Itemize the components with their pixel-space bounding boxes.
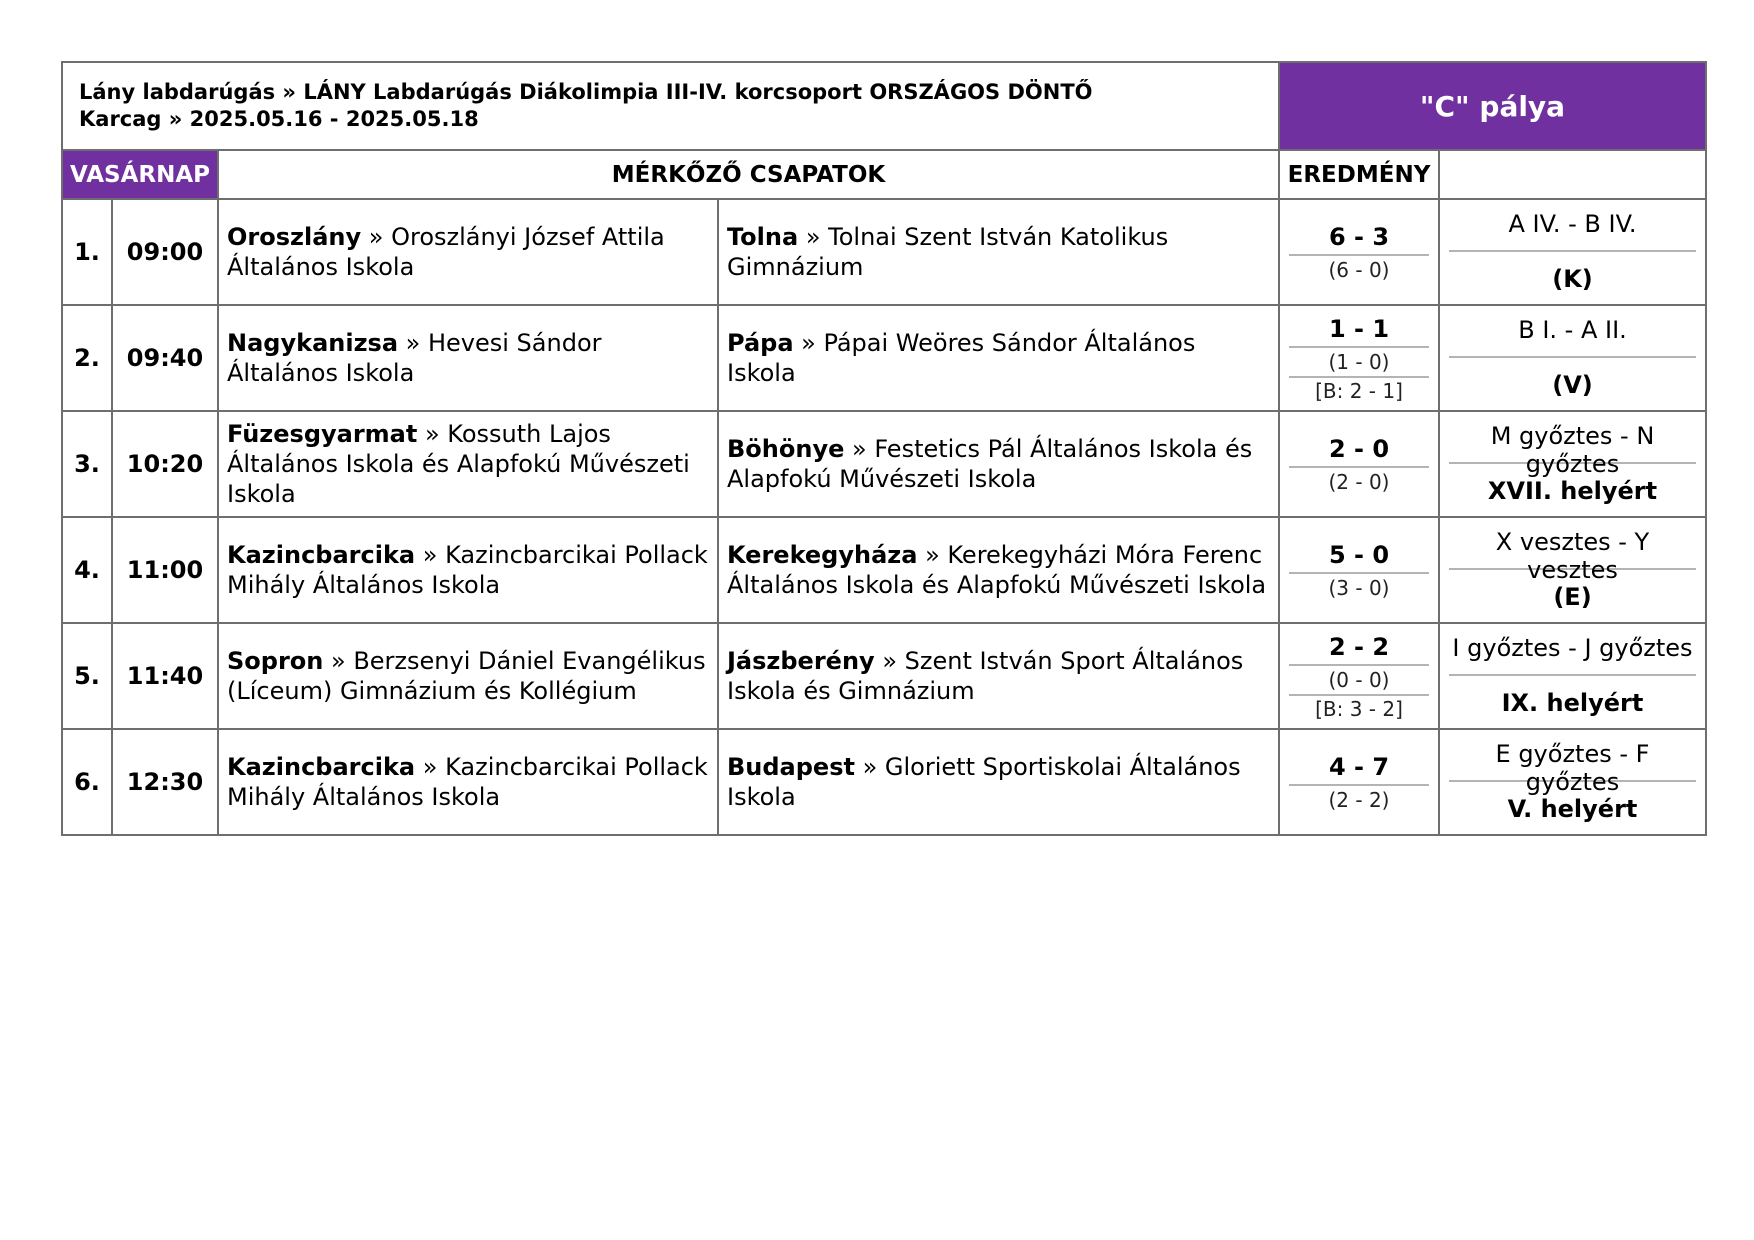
info-column-header [1439, 150, 1706, 199]
match-time: 12:30 [112, 729, 218, 835]
match-label: (K) [1552, 265, 1593, 293]
pairing: M győztes - N győztes [1449, 412, 1696, 464]
match-info [1439, 729, 1706, 835]
match-time: 11:00 [112, 517, 218, 623]
match-label: XVII. helyért [1487, 477, 1658, 505]
match-row [62, 729, 1706, 835]
match-number: 3. [62, 411, 112, 517]
away-team-school: » Kerekegyházi Móra Ferenc Általános Iskola és Alapfokú Művészeti Iskola [727, 541, 1267, 599]
result-cell [1279, 517, 1439, 623]
away-team-city: Budapest [727, 753, 855, 781]
away-team [718, 517, 1279, 623]
match-number: 5. [62, 623, 112, 729]
home-team-city: Füzesgyarmat [227, 420, 418, 448]
match-number: 2. [62, 305, 112, 411]
match-info [1439, 199, 1706, 305]
home-team [218, 305, 718, 411]
home-team [218, 729, 718, 835]
halftime-score: (1 - 0) [1328, 350, 1390, 374]
home-team-city: Nagykanizsa [227, 329, 399, 357]
event-location-dates: Karcag » 2025.05.16 - 2025.05.18 [79, 107, 479, 131]
home-team-school: » Kazincbarcikai Pollack Mihály Általános Iskola [227, 753, 708, 811]
away-team-city: Jászberény [727, 647, 875, 675]
match-time: 11:40 [112, 623, 218, 729]
final-score: 5 - 0 [1289, 538, 1429, 574]
match-time: 09:40 [112, 305, 218, 411]
match-label: (V) [1552, 371, 1593, 399]
home-team-city: Kazincbarcika [227, 753, 416, 781]
match-number: 4. [62, 517, 112, 623]
match-label: (E) [1553, 583, 1592, 611]
away-team-city: Kerekegyháza [727, 541, 918, 569]
match-row [62, 305, 1706, 411]
final-score: 2 - 0 [1289, 432, 1429, 468]
match-row [62, 623, 1706, 729]
away-team [718, 411, 1279, 517]
pairing: B I. - A II. [1449, 306, 1696, 358]
home-team-city: Sopron [227, 647, 324, 675]
match-info [1439, 305, 1706, 411]
day-label: VASÁRNAP [62, 150, 218, 199]
match-number: 6. [62, 729, 112, 835]
penalty-score: [B: 2 - 1] [1289, 376, 1429, 404]
penalty-score: [B: 3 - 2] [1289, 694, 1429, 722]
away-team [718, 199, 1279, 305]
pairing: I győztes - J győztes [1449, 624, 1696, 676]
match-row [62, 199, 1706, 305]
match-label: IX. helyért [1501, 689, 1644, 717]
pairing: E győztes - F győztes [1449, 730, 1696, 782]
final-score: 4 - 7 [1289, 750, 1429, 786]
home-team-city: Kazincbarcika [227, 541, 416, 569]
match-row [62, 517, 1706, 623]
home-team [218, 199, 718, 305]
match-info [1439, 623, 1706, 729]
match-time: 09:00 [112, 199, 218, 305]
match-time: 10:20 [112, 411, 218, 517]
result-cell [1279, 199, 1439, 305]
home-team-school: » Hevesi Sándor Általános Iskola [227, 329, 602, 387]
away-team [718, 305, 1279, 411]
final-score: 6 - 3 [1289, 220, 1429, 256]
away-team-city: Böhönye [727, 435, 845, 463]
match-number: 1. [62, 199, 112, 305]
home-team [218, 517, 718, 623]
away-team-school: » Pápai Weöres Sándor Általános Iskola [727, 329, 1196, 387]
home-team-city: Oroszlány [227, 223, 362, 251]
final-score: 1 - 1 [1289, 312, 1429, 348]
pairing: X vesztes - Y vesztes [1449, 518, 1696, 570]
final-score: 2 - 2 [1289, 630, 1429, 666]
halftime-score: (2 - 0) [1328, 470, 1390, 494]
away-team [718, 623, 1279, 729]
result-cell [1279, 305, 1439, 411]
match-info [1439, 517, 1706, 623]
halftime-score: (3 - 0) [1328, 576, 1390, 600]
match-info [1439, 411, 1706, 517]
result-column-header: EREDMÉNY [1279, 150, 1439, 199]
result-cell [1279, 623, 1439, 729]
match-label: V. helyért [1507, 795, 1638, 823]
away-team-school: » Tolnai Szent István Katolikus Gimnázium [727, 223, 1169, 281]
away-team [718, 729, 1279, 835]
home-team-school: » Kazincbarcikai Pollack Mihály Általános Iskola [227, 541, 708, 599]
away-team-school: » Festetics Pál Általános Iskola és Alapfokú Művészeti Iskola [727, 435, 1253, 493]
home-team-school: » Kossuth Lajos Általános Iskola és Alapfokú Művészeti Iskola [227, 420, 690, 508]
court-name: "C" pálya [1279, 62, 1706, 150]
halftime-score: (2 - 2) [1328, 788, 1390, 812]
match-row [62, 411, 1706, 517]
away-team-city: Pápa [727, 329, 794, 357]
home-team-school: » Berzsenyi Dániel Evangélikus (Líceum) Gimnázium és Kollégium [227, 647, 706, 705]
result-cell [1279, 411, 1439, 517]
home-team [218, 623, 718, 729]
halftime-score: (6 - 0) [1328, 258, 1390, 282]
pairing: A IV. - B IV. [1449, 200, 1696, 252]
event-title: Lány labdarúgás » LÁNY Labdarúgás Diákolimpia III-IV. korcsoport ORSZÁGOS DÖNTŐ [79, 80, 1093, 104]
away-team-city: Tolna [727, 223, 799, 251]
away-team-school: » Gloriett Sportiskolai Általános Iskola [727, 753, 1241, 811]
home-team-school: » Oroszlányi József Attila Általános Iskola [227, 223, 665, 281]
schedule-table [61, 61, 1707, 836]
home-team [218, 411, 718, 517]
event-header [62, 62, 1279, 150]
result-cell [1279, 729, 1439, 835]
halftime-score: (0 - 0) [1328, 668, 1390, 692]
away-team-school: » Szent István Sport Általános Iskola és Gimnázium [727, 647, 1244, 705]
teams-column-header: MÉRKŐZŐ CSAPATOK [218, 150, 1279, 199]
